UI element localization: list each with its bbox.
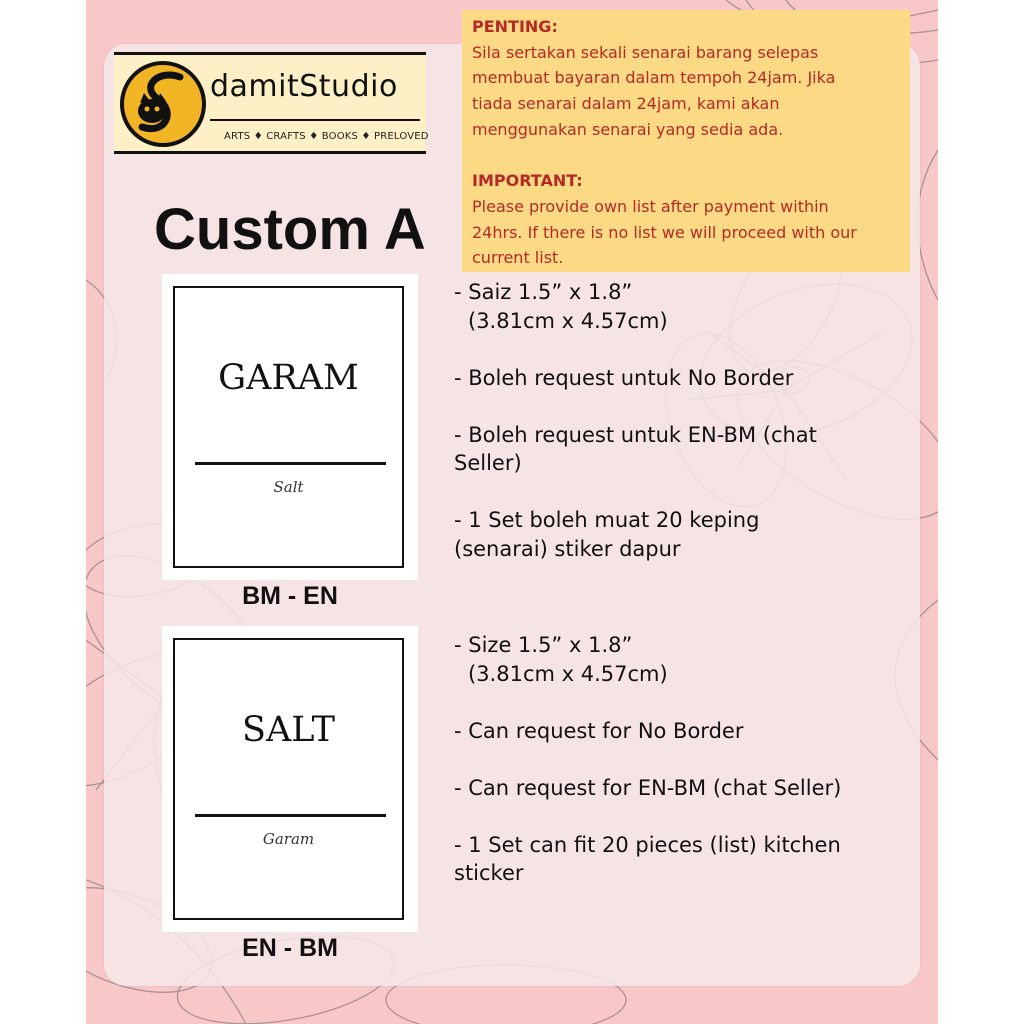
desc-language: - Boleh request untuk EN-BM (chat xyxy=(454,422,817,447)
desc-size-metric: (3.81cm x 4.57cm) xyxy=(468,308,668,333)
notice-line: Sila sertakan sekali senarai barang selepas xyxy=(472,42,819,62)
desc-set-cont: sticker xyxy=(454,861,524,885)
description-en xyxy=(454,631,904,916)
important-notice xyxy=(462,10,910,272)
logo-tagline: ARTS ♦ CRAFTS ♦ BOOKS ♦ PRELOVED xyxy=(224,131,429,142)
desc-size: - Size 1.5” x 1.8” xyxy=(454,633,633,657)
notice-line: Please provide own list after payment within xyxy=(472,196,829,216)
cat-face-icon xyxy=(118,59,208,149)
card-label-en-bm: EN - BM xyxy=(242,934,338,962)
notice-heading-bm: PENTING: xyxy=(472,17,558,36)
logo-divider xyxy=(210,119,420,121)
notice-line: current list. xyxy=(472,248,564,268)
notice-line: menggunakan senarai yang sedia ada. xyxy=(472,119,784,139)
desc-set: - 1 Set boleh muat 20 keping xyxy=(454,508,760,532)
desc-set: - 1 Set can fit 20 pieces (list) kitchen xyxy=(454,832,841,857)
sticker-border xyxy=(173,638,404,920)
card-label-bm-en: BM - EN xyxy=(242,582,338,610)
desc-language-cont: Seller) xyxy=(454,451,522,475)
description-bm xyxy=(454,278,904,592)
logo-wordmark: damitStudio xyxy=(210,69,398,104)
product-title: Custom A xyxy=(154,197,426,262)
sticker-sample-en-bm xyxy=(162,626,418,932)
sticker-main-text: SALT xyxy=(242,710,335,750)
notice-line: 24hrs. If there is no list we will proceed with our xyxy=(472,222,857,242)
desc-size: - Saiz 1.5” x 1.8” xyxy=(454,280,633,304)
desc-language: - Can request for EN-BM (chat Seller) xyxy=(454,775,842,800)
sticker-divider xyxy=(195,814,386,817)
sticker-main-text: GARAM xyxy=(218,358,359,398)
notice-heading-en: IMPORTANT: xyxy=(472,171,583,191)
desc-border: - Can request for No Border xyxy=(454,718,744,743)
sticker-sub-text: Salt xyxy=(273,478,304,496)
notice-line: tiada senarai dalam 24jam, kami akan xyxy=(472,94,780,114)
sticker-border xyxy=(173,286,404,568)
sticker-sample-bm-en xyxy=(162,274,418,580)
desc-set-cont: (senarai) stiker dapur xyxy=(454,536,681,561)
store-logo xyxy=(114,52,429,154)
desc-border: - Boleh request untuk No Border xyxy=(454,365,794,390)
notice-line: membuat bayaran dalam tempoh 24jam. Jika xyxy=(472,68,836,88)
sticker-sub-text: Garam xyxy=(262,830,315,848)
desc-size-metric: (3.81cm x 4.57cm) xyxy=(468,661,668,686)
sticker-divider xyxy=(195,462,386,465)
